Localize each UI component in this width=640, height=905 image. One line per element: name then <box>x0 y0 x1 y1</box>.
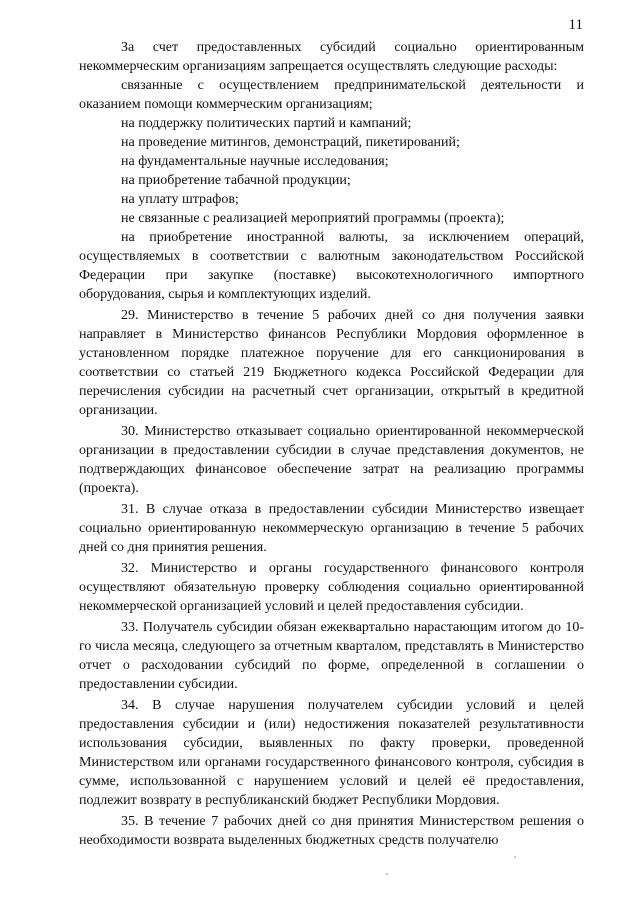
list-item-rallies: на проведение митингов, демонстраций, пикетирований; <box>121 135 460 150</box>
scan-speck <box>386 873 388 875</box>
paragraph-35: 35. В течение 7 рабочих дней со дня принятия Министерством решения о необходимости возврата выделенных бюджетных средств получателю <box>79 814 584 848</box>
list-item-political-parties: на поддержку политических партий и кампаний; <box>121 116 412 131</box>
list-item-business-activity: связанные с осуществлением предпринимательской деятельности и оказанием помощи коммерческим организациям; <box>79 78 584 112</box>
list-item-tobacco: на приобретение табачной продукции; <box>121 173 351 188</box>
paragraph-32: 32. Министерство и органы государственного финансового контроля осуществляют обязательную проверку соблюдения социально ориентированной некоммерческой организацией условий и целей предоставления субсидии. <box>79 561 584 614</box>
list-item-foreign-currency: на приобретение иностранной валюты, за исключением операций, осуществляемых в соответствии с валютным законодательством Российской Федерации при закупке (поставке) высокотехнологичного импортного оборудования, сырья и комплектующих изделий. <box>79 230 584 302</box>
paragraph-30: 30. Министерство отказывает социально ориентированной некоммерческой организации в предоставлении субсидии в случае представления документов, не подтверждающих финансовое обеспечение затрат на реализацию программы (проекта). <box>79 424 584 496</box>
paragraph-prohibited-expenses-intro: За счет предоставленных субсидий социально ориентированным некоммерческим организациям запрещается осуществлять следующие расходы: <box>79 40 584 74</box>
scan-speck <box>514 856 516 858</box>
list-item-fines: на уплату штрафов; <box>121 192 239 207</box>
paragraph-29: 29. Министерство в течение 5 рабочих дней со дня получения заявки направляет в Министерство финансов Республики Мордовия оформленное в установленном порядке платежное поручение для его санкционирования в соответствии со статьей 219 Бюджетного кодекса Российской Федерации для перечисления субсидии на расчетный счет организации, открытый в кредитной организации. <box>79 308 584 418</box>
paragraph-33: 33. Получатель субсидии обязан ежеквартально нарастающим итогом до 10-го числа месяца, следующего за отчетным кварталом, представлять в Министерство отчет о расходовании субсидий по форме, определенной в соглашении о предоставлении субсидии. <box>79 620 584 692</box>
list-item-fundamental-research: на фундаментальные научные исследования; <box>121 154 389 169</box>
page-number: 11 <box>568 17 583 33</box>
document-body <box>79 38 584 850</box>
paragraph-34: 34. В случае нарушения получателем субсидии условий и целей предоставления субсидии и (или) недостижения показателей результативности использования субсидии, выявленных по факту проверки, проведенной Министерством или органами государственного финансового контроля, субсидия в сумме, использованной с нарушением условий и целей её предоставления, подлежит возврату в республиканский бюджет Республики Мордовия. <box>79 698 584 808</box>
list-item-unrelated-activities: не связанные с реализацией мероприятий программы (проекта); <box>121 211 505 226</box>
paragraph-31: 31. В случае отказа в предоставлении субсидии Министерство извещает социально ориентированную некоммерческую организацию в течение 5 рабочих дней со дня принятия решения. <box>79 502 584 555</box>
